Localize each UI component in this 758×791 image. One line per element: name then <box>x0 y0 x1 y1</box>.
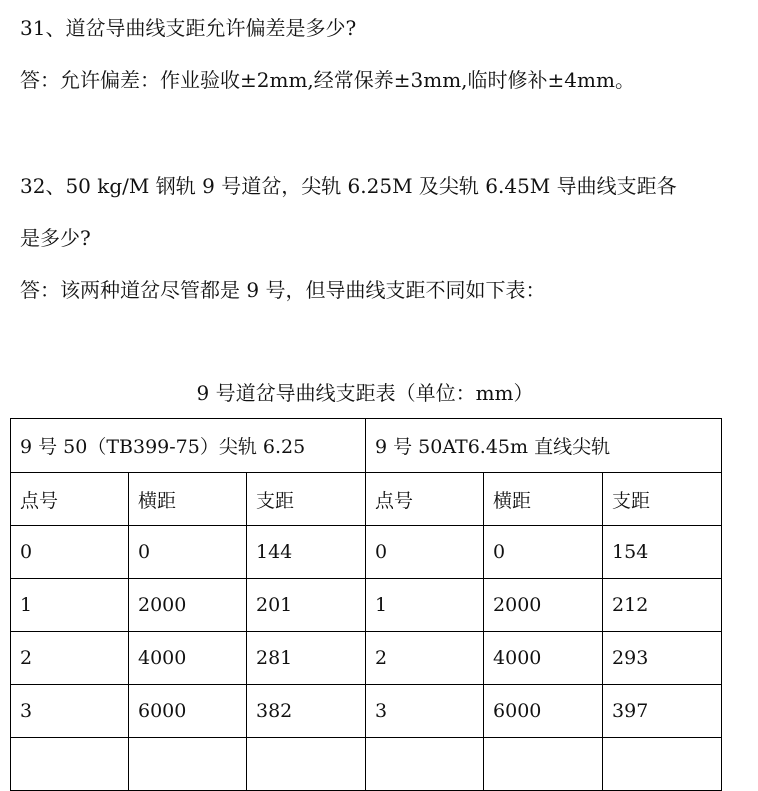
table-cell: 382 <box>247 685 366 738</box>
table-cell: 3 <box>366 685 484 738</box>
table-cell: 2000 <box>129 579 247 632</box>
table-cell: 144 <box>247 526 366 579</box>
table-cell: 6000 <box>129 685 247 738</box>
table-cell: 2000 <box>484 579 603 632</box>
table-caption: 9 号道岔导曲线支距表（单位：mm） <box>196 381 534 405</box>
column-header: 点号 <box>11 473 129 526</box>
column-header: 支距 <box>247 473 366 526</box>
group-header-left: 9 号 50（TB399-75）尖轨 6.25 <box>11 419 366 473</box>
table-cell: 0 <box>11 526 129 579</box>
table-row <box>11 526 722 579</box>
table-cell: 293 <box>603 632 722 685</box>
table-row <box>11 579 722 632</box>
table-cell: 0 <box>129 526 247 579</box>
spacing-table <box>10 418 722 791</box>
table-cell: 2 <box>366 632 484 685</box>
table-cell <box>484 738 603 791</box>
table-cell: 4000 <box>129 632 247 685</box>
table-cell <box>603 738 722 791</box>
question-32-line2: 是多少? <box>20 226 91 250</box>
table-cell: 3 <box>11 685 129 738</box>
table-cell: 6000 <box>484 685 603 738</box>
table-cell: 0 <box>484 526 603 579</box>
table-row <box>11 632 722 685</box>
table-cell: 1 <box>11 579 129 632</box>
table-cell: 212 <box>603 579 722 632</box>
table-cell: 4000 <box>484 632 603 685</box>
table-column-header-row <box>11 473 722 526</box>
table-cell: 2 <box>11 632 129 685</box>
table-cell: 0 <box>366 526 484 579</box>
group-header-right: 9 号 50AT6.45m 直线尖轨 <box>366 419 722 473</box>
column-header: 横距 <box>484 473 603 526</box>
column-header: 支距 <box>603 473 722 526</box>
table-group-header-row <box>11 419 722 473</box>
table-cell: 154 <box>603 526 722 579</box>
question-32-line1: 32、50 kg/M 钢轨 9 号道岔，尖轨 6.25M 及尖轨 6.45M 导曲线支距各 <box>20 174 677 198</box>
table-row <box>11 738 722 791</box>
table-cell <box>247 738 366 791</box>
question-31: 31、道岔导曲线支距允许偏差是多少? <box>20 16 357 40</box>
answer-32: 答：该两种道岔尽管都是 9 号，但导曲线支距不同如下表： <box>20 278 546 302</box>
table-cell <box>11 738 129 791</box>
column-header: 点号 <box>366 473 484 526</box>
table-cell <box>366 738 484 791</box>
table-cell: 1 <box>366 579 484 632</box>
table-cell <box>129 738 247 791</box>
table-cell: 397 <box>603 685 722 738</box>
table-row <box>11 685 722 738</box>
table-cell: 281 <box>247 632 366 685</box>
answer-31: 答：允许偏差：作业验收±2mm,经常保养±3mm,临时修补±4mm。 <box>20 68 635 92</box>
table-cell: 201 <box>247 579 366 632</box>
column-header: 横距 <box>129 473 247 526</box>
